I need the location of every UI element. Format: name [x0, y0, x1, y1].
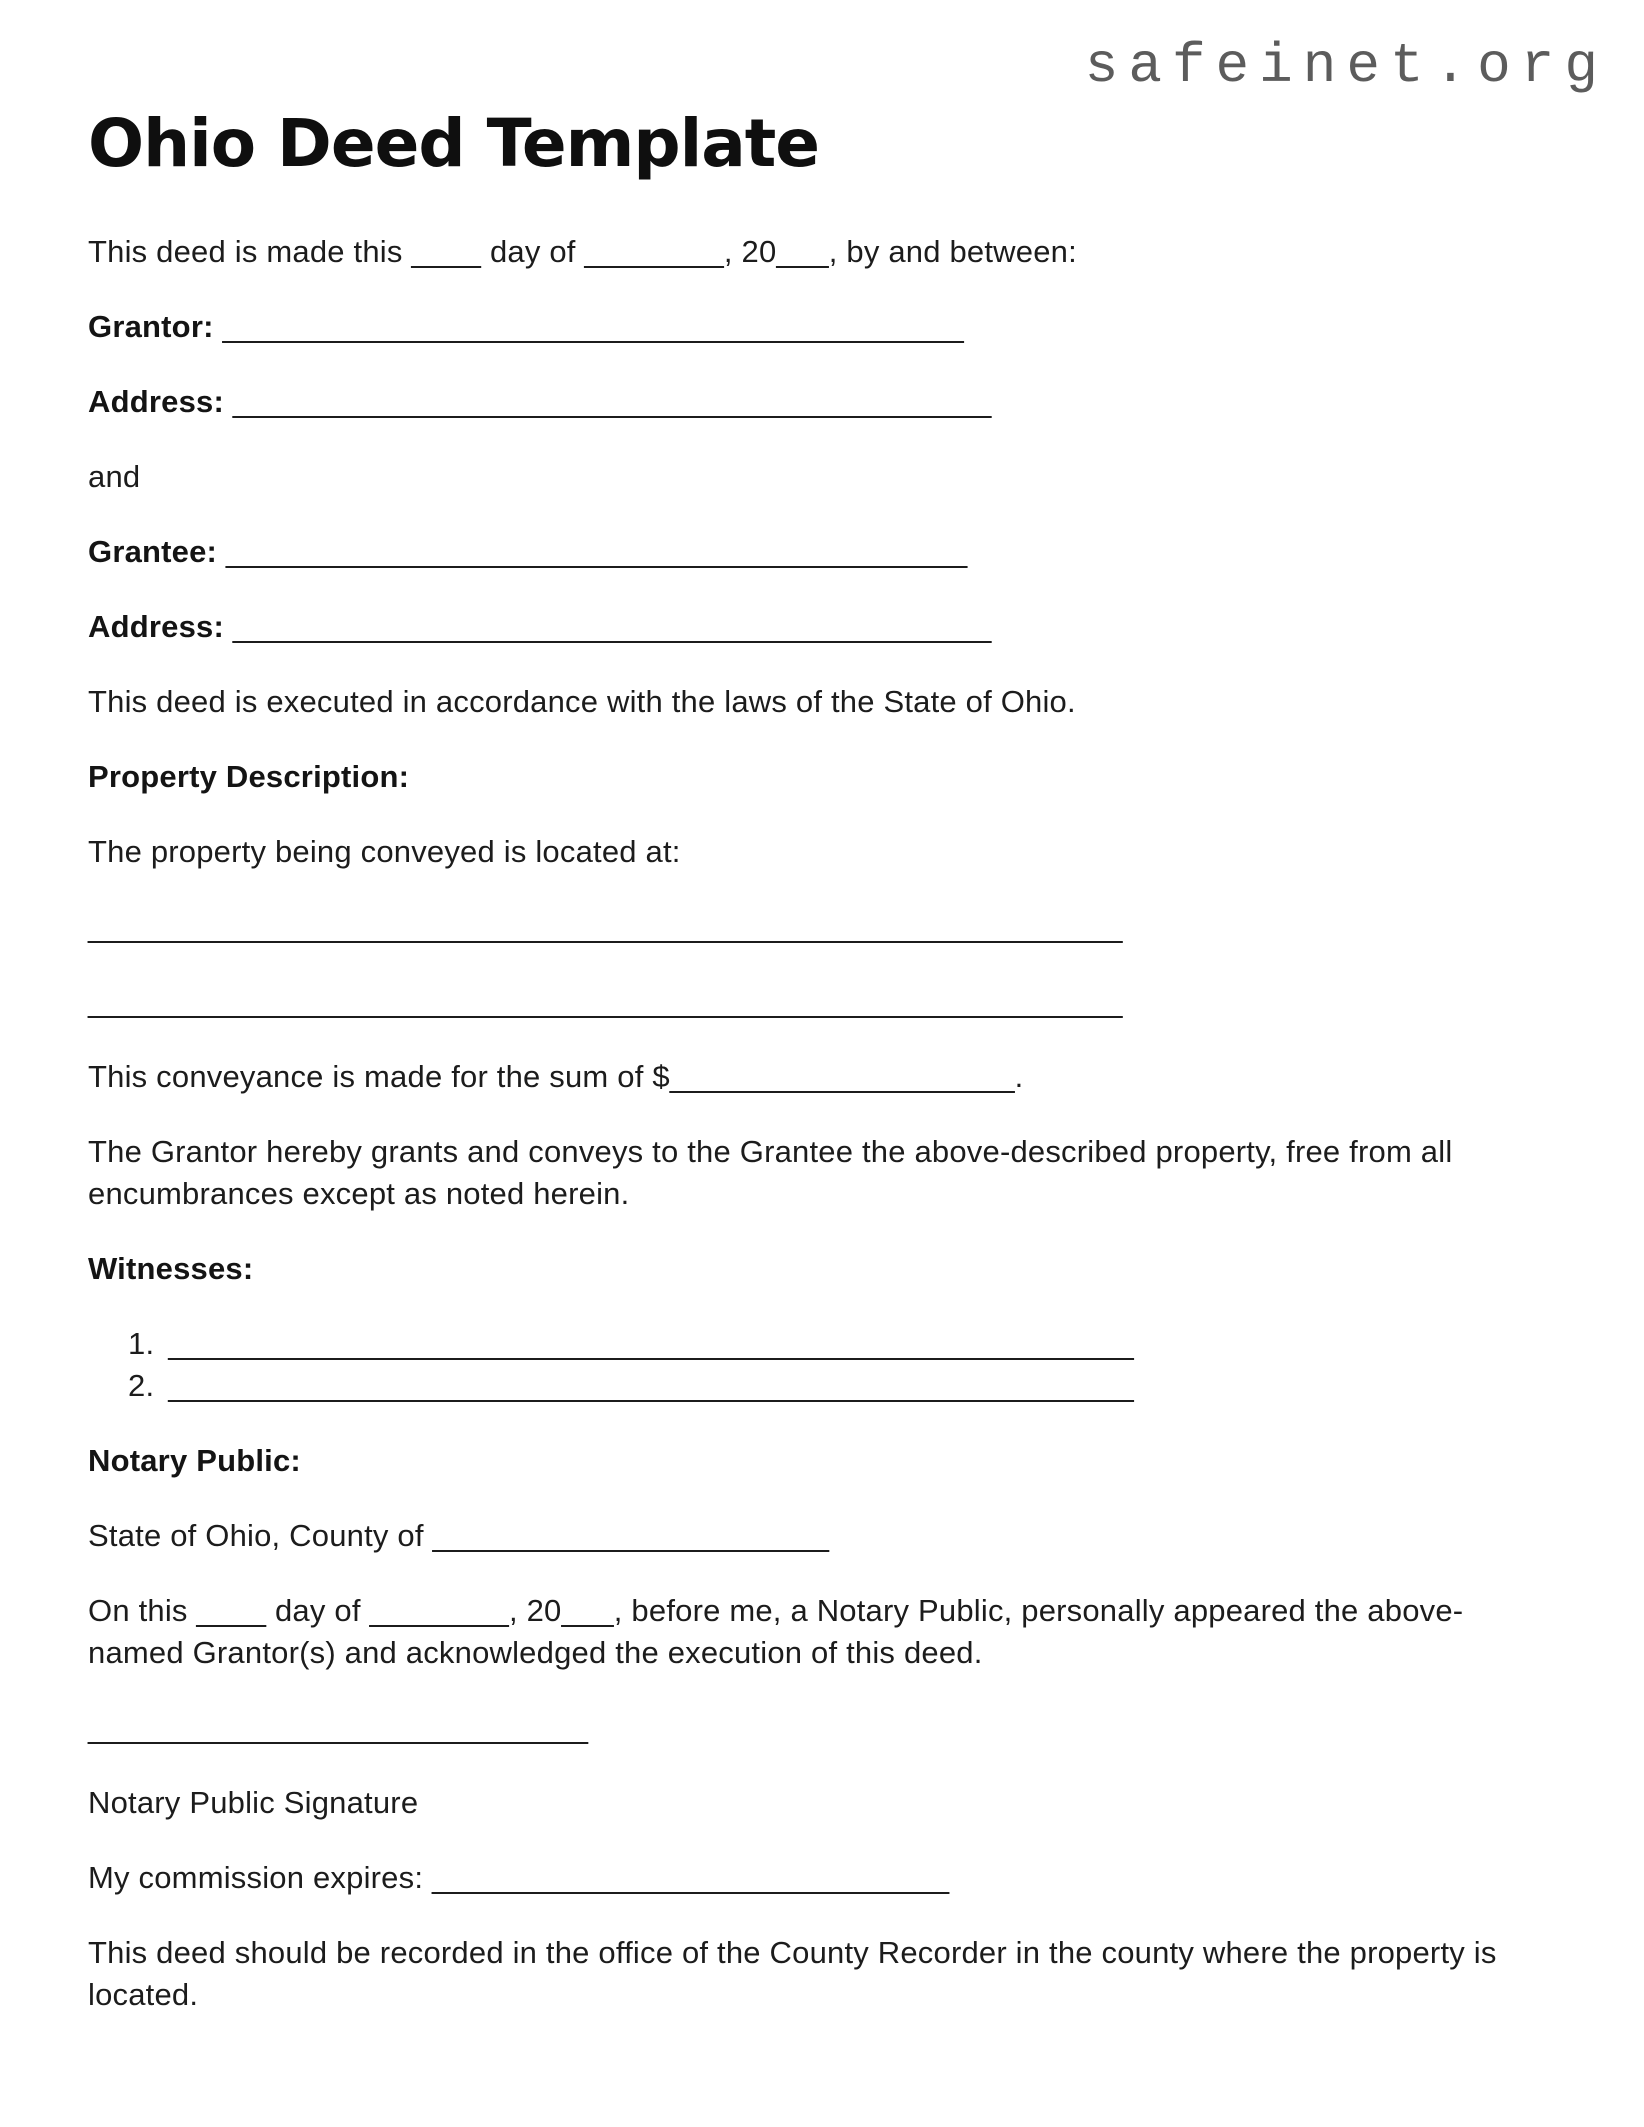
witness-2-number: 2.	[128, 1368, 155, 1404]
grant-clause: The Grantor hereby grants and conveys to the Grantee the above-described property, free from all encumbrances except as noted herein.	[88, 1134, 1453, 1212]
grantee-address-blank-field: ____________________________________________	[232, 609, 992, 645]
witnesses-heading: Witnesses:	[88, 1251, 254, 1287]
consideration-prefix: This conveyance is made for the sum of $	[88, 1059, 670, 1095]
property-blank-line-1: ____________________________________________________________	[88, 909, 1123, 945]
property-location-intro: The property being conveyed is located at:	[88, 834, 681, 870]
recording-note: This deed should be recorded in the office of the County Recorder in the county where the property is located.	[88, 1935, 1497, 2013]
grantee-label: Grantee:	[88, 534, 218, 570]
document-title: Ohio Deed Template	[88, 105, 820, 182]
grantee-blank-field: ___________________________________________	[225, 534, 968, 570]
notary-signature-label: Notary Public Signature	[88, 1785, 419, 1821]
property-blank-line-2: ____________________________________________________________	[88, 984, 1123, 1020]
grantor-line	[88, 306, 1530, 348]
intro-line: This deed is made this ____ day of ________, 20___, by and between:	[88, 234, 1077, 270]
witness-list	[88, 1323, 1530, 1407]
witness-1-blank-field: ________________________________________________________	[168, 1326, 1134, 1362]
consideration-suffix: .	[1014, 1059, 1024, 1095]
consideration-blank-field: ____________________	[669, 1059, 1015, 1095]
commission-prefix: My commission expires:	[88, 1860, 432, 1896]
state-county-line	[88, 1515, 1530, 1557]
property-description-heading: Property Description:	[88, 759, 410, 795]
notary-public-heading: Notary Public:	[88, 1443, 301, 1479]
witness-row-1	[128, 1323, 1530, 1365]
execution-note: This deed is executed in accordance with the laws of the State of Ohio.	[88, 684, 1076, 720]
site-watermark: safeinet.org	[1084, 34, 1608, 98]
grantor-address-label: Address:	[88, 384, 224, 420]
state-county-prefix: State of Ohio, County of	[88, 1518, 433, 1554]
grantor-address-blank-field: ____________________________________________	[232, 384, 992, 420]
grantor-label: Grantor:	[88, 309, 214, 345]
witness-row-2	[128, 1365, 1530, 1407]
commission-blank-field: ______________________________	[431, 1860, 950, 1896]
notary-signature-line: _____________________________	[88, 1710, 588, 1746]
grantee-line	[88, 531, 1530, 573]
commission-line	[88, 1857, 1530, 1899]
conjunction-text: and	[88, 459, 141, 495]
grantor-blank-field: ___________________________________________	[222, 309, 964, 345]
grantee-address-label: Address:	[88, 609, 224, 645]
grantee-address-line	[88, 606, 1530, 648]
notary-acknowledgment: On this ____ day of ________, 20___, before me, a Notary Public, personally appeared the above-named Grantor(s) and acknowledged the execution of this deed.	[88, 1593, 1464, 1671]
county-blank-field: _______________________	[432, 1518, 830, 1554]
witness-2-blank-field: ________________________________________________________	[168, 1368, 1134, 1404]
witness-1-number: 1.	[128, 1326, 155, 1362]
grantor-address-line	[88, 381, 1530, 423]
consideration-line	[88, 1056, 1530, 1098]
